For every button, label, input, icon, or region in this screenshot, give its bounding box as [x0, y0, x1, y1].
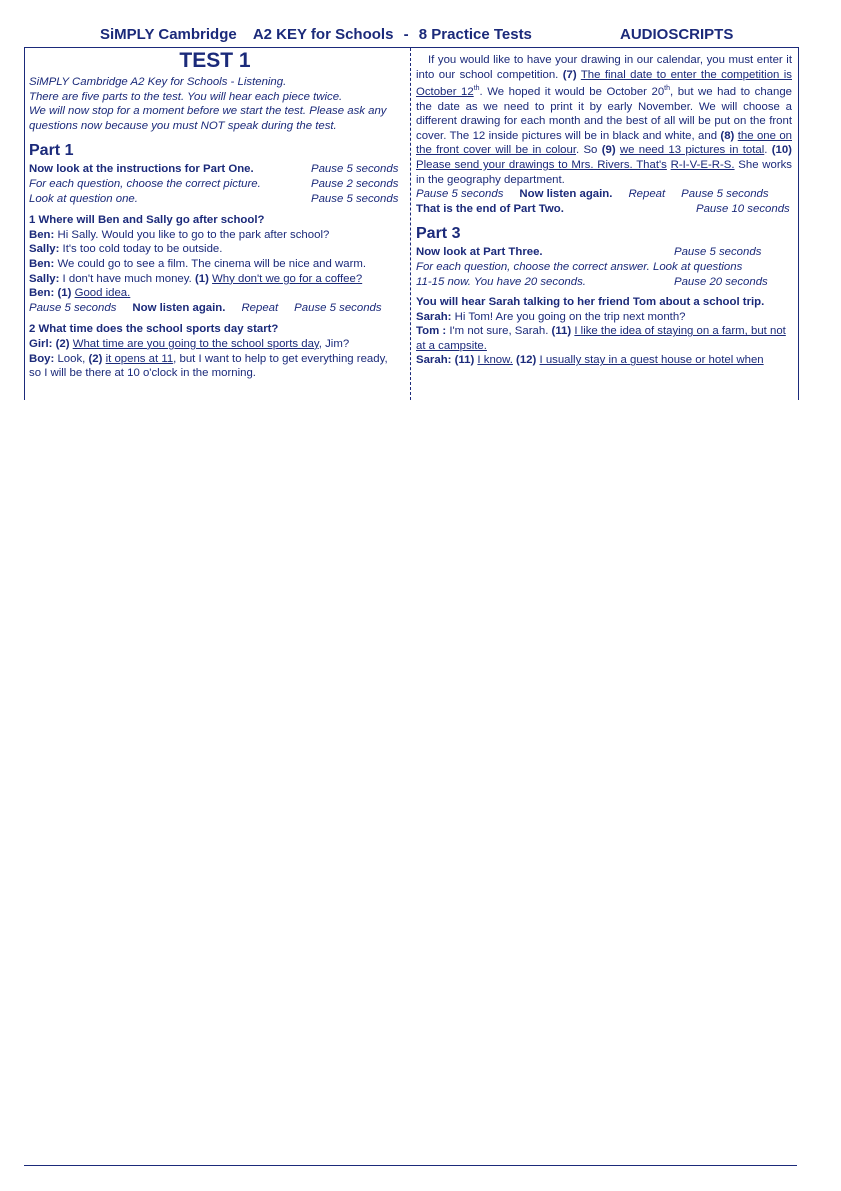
speaker: Girl:: [29, 337, 53, 350]
dialogue-text: Hi Tom! Are you going on the trip next month?: [451, 310, 686, 323]
pause-label: Pause 20 seconds: [674, 275, 768, 288]
left-column: [29, 48, 401, 381]
part1-title: Part 1: [29, 142, 74, 160]
part1-instr-row: [29, 162, 401, 177]
section-title: AUDIOSCRIPTS: [620, 26, 734, 43]
right-column: [416, 48, 792, 368]
answer-text: I usually stay in a guest house or hotel when: [539, 354, 764, 367]
speaker: Tom :: [416, 325, 447, 338]
part1-instr-pause: Pause 2 seconds: [311, 177, 399, 190]
answer-number: (11): [451, 354, 475, 367]
pause-label: Pause 5 seconds: [294, 301, 382, 314]
script-text: . We hoped it would be October 20: [479, 85, 665, 98]
question-2-title: 2 What time does the school sports day start?: [29, 323, 279, 336]
dialogue-line: [29, 352, 401, 381]
speaker: Boy:: [29, 352, 55, 365]
answer-text: the one on the front cover will be in colour: [416, 129, 793, 157]
part3-choose-line: For each question, choose the correct answer. Look at questions: [416, 260, 743, 273]
column-divider: [410, 48, 411, 400]
tests-title: 8 Practice Tests: [418, 26, 532, 43]
part2-pause-row: [416, 187, 792, 202]
speaker: Ben:: [29, 228, 55, 241]
part2-script-paragraph: [416, 53, 792, 187]
intro-line-1: SiMPLY Cambridge A2 Key for Schools - Listening.: [29, 76, 287, 88]
answer-number: (2): [88, 352, 103, 365]
script-text: She works in the geography department.: [416, 158, 793, 186]
answer-text: Please send your drawings to Mrs. Rivers. That's: [416, 158, 667, 171]
dialogue-text: Look,: [54, 352, 89, 365]
part1-instr-pause: Pause 5 seconds: [311, 163, 399, 176]
pause-label: Pause 5 seconds: [674, 246, 762, 259]
dialogue-line: [29, 337, 401, 352]
dialogue-line: [29, 272, 401, 287]
answer-text: I know.: [477, 354, 513, 367]
dialogue-text: , but I want to help to get everything ready, so I will be there at 10 o'clock in the morning.: [29, 352, 388, 380]
part3-instr-row: [416, 245, 792, 260]
dialogue-text: We could go to see a film. The cinema will be nice and warm.: [54, 257, 367, 270]
q1-pause-row: [29, 301, 401, 316]
part1-instr-row: [29, 177, 401, 192]
answer-text: R-I-V-E-R-S.: [670, 158, 735, 171]
speaker: Sarah:: [416, 354, 452, 367]
dialogue-line: [29, 257, 401, 272]
part1-instr-text: Look at question one.: [29, 192, 138, 205]
part1-instr-text: Now look at the instructions for Part One.: [29, 163, 254, 176]
dialogue-line: [416, 324, 792, 353]
answer-number: (11): [551, 325, 572, 338]
dialogue-line: [29, 242, 401, 257]
answer-number: (8): [720, 129, 735, 142]
listen-again-label: Now listen again.: [132, 301, 226, 314]
speaker: Sarah:: [416, 310, 452, 323]
page-header: [100, 26, 532, 48]
answer-number: (1): [54, 287, 72, 300]
pause-label: Pause 5 seconds: [416, 188, 504, 201]
end-part2-row: [416, 202, 792, 217]
speaker: Ben:: [29, 257, 55, 270]
part1-instr-text: For each question, choose the correct picture.: [29, 177, 261, 190]
question-1-title: 1 Where will Ben and Sally go after school?: [29, 214, 265, 227]
answer-text: Good idea.: [74, 287, 131, 300]
speaker: Sally:: [29, 243, 60, 256]
answer-text: The final date to enter the competition is October 12: [416, 68, 792, 98]
dialogue-text: I don't have much money.: [59, 272, 195, 285]
course-title: A2 KEY for Schools: [252, 26, 394, 43]
repeat-label: Repeat: [628, 188, 666, 201]
answer-text: it opens at 11: [105, 352, 174, 365]
repeat-label: Repeat: [241, 301, 279, 314]
pause-label: Pause 5 seconds: [29, 301, 117, 314]
brand-title: SiMPLY Cambridge: [100, 26, 237, 43]
dialogue-line: [416, 353, 792, 368]
ordinal-suffix: th: [473, 85, 480, 93]
part3-title: Part 3: [416, 225, 461, 243]
header-dash: -: [403, 26, 409, 43]
answer-number: (1): [194, 272, 209, 285]
answer-number: (10): [771, 144, 792, 157]
script-text: .: [764, 144, 772, 157]
dialogue-text: Hi Sally. Would you like to go to the park after school?: [54, 228, 330, 241]
answer-text: What time are you going to the school sports day: [72, 337, 319, 350]
ordinal-suffix: th: [664, 85, 671, 93]
end-part2-text: That is the end of Part Two.: [416, 202, 564, 215]
part3-instr-text: Now look at Part Three.: [416, 246, 543, 259]
script-text: , but we had to change the date as we need to print it by early November. We will choose a different drawing for each month and the best of all will be put on the front cover. The 12 inside pictures will be in black and white, and: [416, 85, 793, 142]
dialogue-line: [29, 286, 401, 301]
part3-questions-text: 11-15 now. You have 20 seconds.: [416, 275, 586, 288]
answer-number: (2): [52, 337, 73, 350]
answer-number: (12): [512, 354, 537, 367]
answer-text: we need 13 pictures in total: [619, 144, 765, 157]
answer-number: (7): [562, 68, 577, 81]
dialogue-text: I'm not sure, Sarah.: [446, 325, 552, 338]
listen-again-label: Now listen again.: [519, 188, 613, 201]
part3-intro: You will hear Sarah talking to her friend Tom about a school trip.: [416, 296, 765, 309]
dialogue-line: [29, 228, 401, 243]
speaker: Ben:: [29, 287, 55, 300]
pause-label: Pause 5 seconds: [681, 188, 769, 201]
speaker: Sally:: [29, 272, 60, 285]
answer-text: Why don't we go for a coffee?: [212, 272, 363, 285]
script-text: If you would like to have your drawing in our calendar, you must enter it into our school competition.: [416, 54, 792, 81]
part1-instr-pause: Pause 5 seconds: [311, 192, 399, 205]
page-bottom-rule: [24, 1165, 797, 1166]
answer-text: I like the idea of staying on a farm, but not at a campsite.: [416, 325, 786, 352]
part3-questions-row: [416, 275, 792, 290]
intro-line-2: There are five parts to the test. You will hear each piece twice.: [29, 90, 343, 103]
dialogue-text: , Jim?: [318, 337, 350, 350]
intro-line-3: We will now stop for a moment before we start the test. Please ask any questions now because you must NOT speak during the test.: [29, 105, 387, 132]
pause-label: Pause 10 seconds: [696, 202, 790, 215]
test-title: TEST 1: [179, 49, 251, 72]
answer-number: (9): [601, 144, 616, 157]
part1-instr-row: [29, 192, 401, 207]
dialogue-text: It's too cold today to be outside.: [59, 243, 223, 256]
script-text: . So: [576, 144, 602, 157]
audioscript-frame: [24, 47, 799, 400]
dialogue-line: [416, 310, 792, 325]
